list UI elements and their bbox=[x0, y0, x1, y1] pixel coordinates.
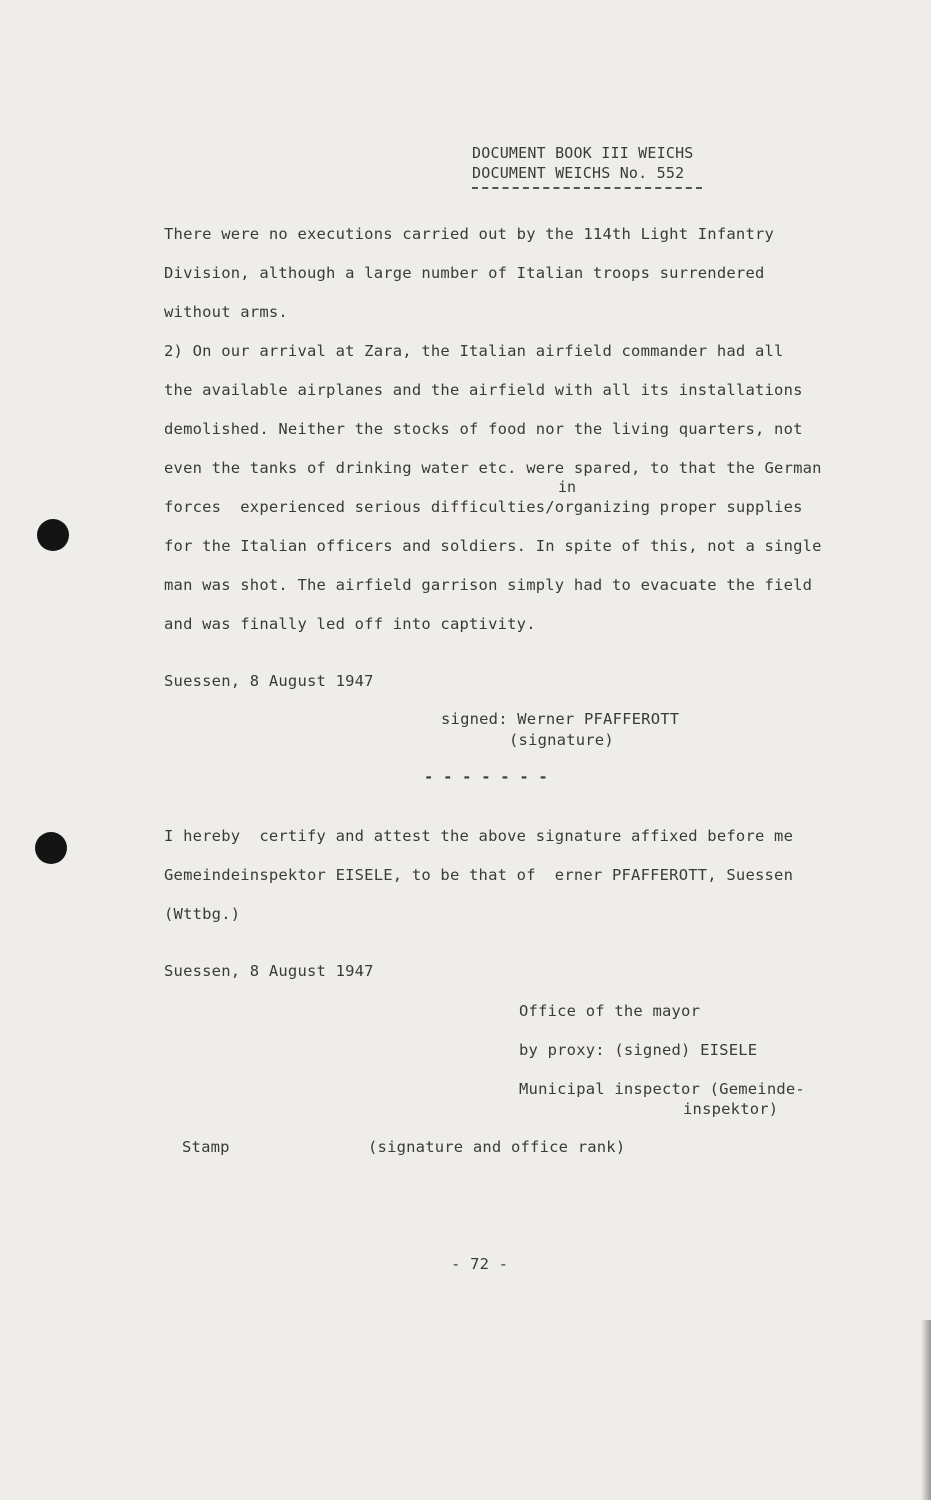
body-line-8: forces experienced serious difficulties/organizing proper supplies bbox=[164, 498, 803, 516]
body-line-5: the available airplanes and the airfield with all its installations bbox=[164, 381, 803, 399]
stamp-note: (signature and office rank) bbox=[368, 1138, 626, 1156]
header-underline bbox=[472, 187, 702, 189]
office-line-2: by proxy: (signed) EISELE bbox=[519, 1041, 758, 1059]
body-line-11: and was finally led off into captivity. bbox=[164, 615, 536, 633]
body-line-9: for the Italian officers and soldiers. In spite of this, not a single bbox=[164, 537, 822, 555]
office-line-3: Municipal inspector (Gemeinde- bbox=[519, 1080, 805, 1098]
body-line-6: demolished. Neither the stocks of food nor the living quarters, not bbox=[164, 420, 803, 438]
punch-hole-top bbox=[37, 519, 69, 551]
body-line-2: Division, although a large number of Italian troops surrendered bbox=[164, 264, 765, 282]
page-number: - 72 - bbox=[451, 1255, 509, 1273]
body-line-7: even the tanks of drinking water etc. were spared, to that the German bbox=[164, 459, 822, 477]
certify-line-1: I hereby certify and attest the above signature affixed before me bbox=[164, 827, 794, 845]
body-line-4: 2) On our arrival at Zara, the Italian airfield commander had all bbox=[164, 342, 784, 360]
body-line-10: man was shot. The airfield garrison simply had to evacuate the field bbox=[164, 576, 813, 594]
office-line-4: inspektor) bbox=[683, 1100, 779, 1118]
page-edge-shadow bbox=[921, 1320, 931, 1500]
header-line-2: DOCUMENT WEICHS No. 552 bbox=[472, 164, 685, 182]
date-line-1: Suessen, 8 August 1947 bbox=[164, 672, 374, 690]
body-line-1: There were no executions carried out by the 114th Light Infantry bbox=[164, 225, 775, 243]
punch-hole-bottom bbox=[35, 832, 67, 864]
header-line-1: DOCUMENT BOOK III WEICHS bbox=[472, 144, 694, 162]
body-line-3: without arms. bbox=[164, 303, 288, 321]
signature-note: (signature) bbox=[509, 731, 614, 749]
certify-line-2: Gemeindeinspektor EISELE, to be that of erner PFAFFEROTT, Suessen bbox=[164, 866, 794, 884]
certify-line-3: (Wttbg.) bbox=[164, 905, 241, 923]
signed-line: signed: Werner PFAFFEROTT bbox=[441, 710, 680, 728]
inserted-word: in bbox=[558, 478, 577, 496]
office-line-1: Office of the mayor bbox=[519, 1002, 701, 1020]
stamp-label: Stamp bbox=[182, 1138, 230, 1156]
separator: - - - - - - - bbox=[424, 768, 548, 786]
date-line-2: Suessen, 8 August 1947 bbox=[164, 962, 374, 980]
